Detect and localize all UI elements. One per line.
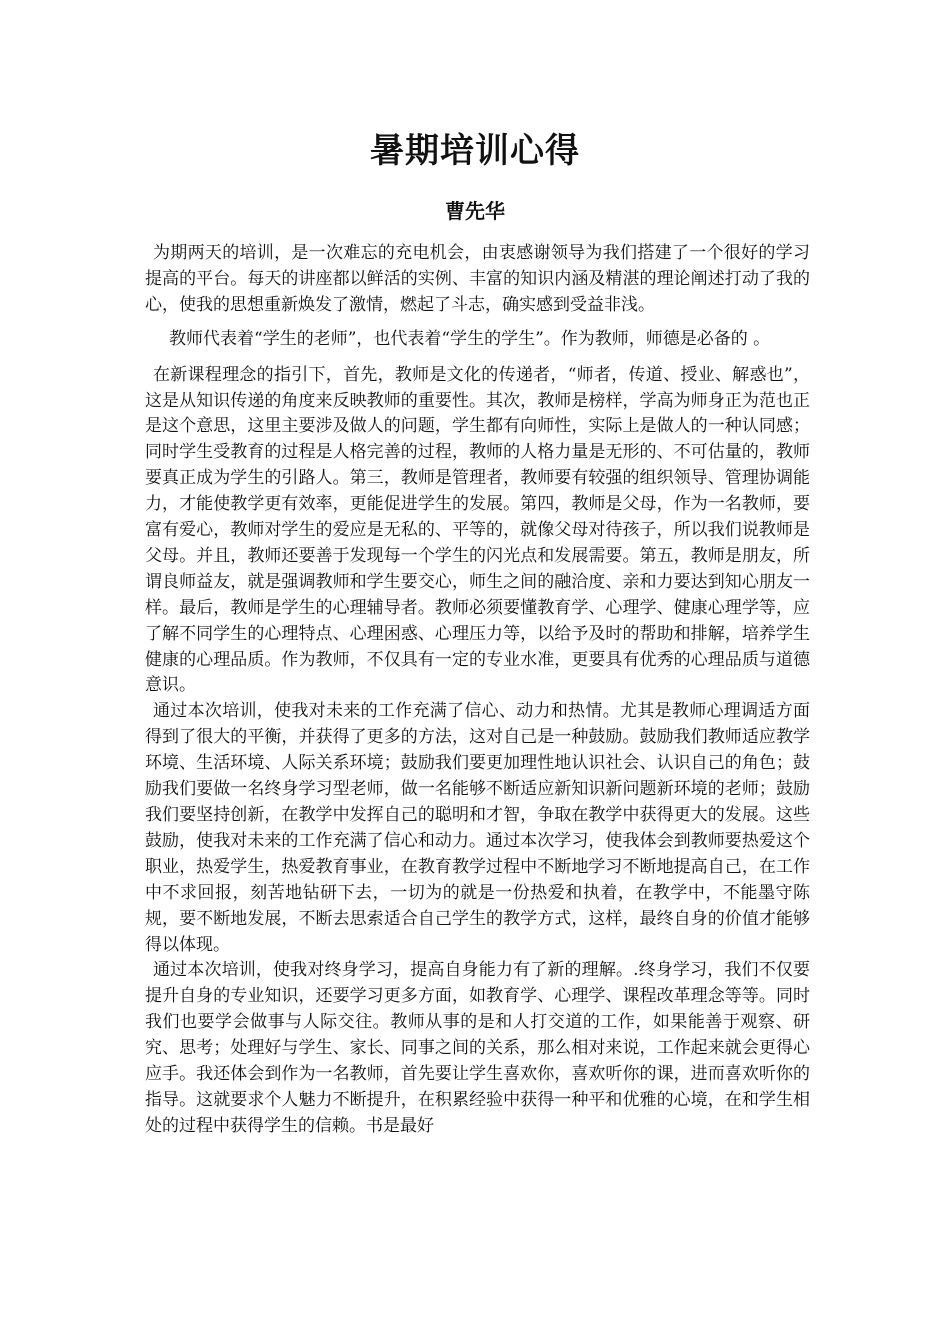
paragraph: 在新课程理念的指引下，首先，教师是文化的传递者，“师者，传道、授业、解惑也”，这是从知识传递的角度来反映教师的重要性。其次，教师是榜样，学高为师身正为范也正是这个意思，这里主要涉及做人的问题，学生都有向师性，实际上是做人的一种认同感；同时学生受教育的过程是人格完善的过程，教师的人格力量是无形的、不可估量的，教师要真正成为学生的引路人。第三，教师是管理者，教师要有较强的组织领导、管理协调能力，才能使教学更有效率，更能促进学生的发展。第四，教师是父母，作为一名教师，要富有爱心，教师对学生的爱应是无私的、平等的，就像父母对待孩子，所以我们说教师是父母。并且，教师还要善于发现每一个学生的闪光点和发展需要。第五，教师是朋友，所谓良师益友，就是强调教师和学生要交心，师生之间的融洽度、亲和力要达到知心朋友一样。最后，教师是学生的心理辅导者。教师必须要懂教育学、心理学、健康心理学等，应了解不同学生的心理特点、心理困惑、心理压力等，以给予及时的帮助和排解，培养学生健康的心理品质。作为教师，不仅具有一定的专业水准，更要具有优秀的心理品质与道德意识。 [145,364,810,696]
paragraph: 通过本次培训，使我对终身学习，提高自身能力有了新的理解。.终身学习，我们不仅要提升自身的专业知识，还要学习更多方面，如教育学、心理学、课程改革理念等等。同时我们也要学会做事与人际交往。教师从事的是和人打交道的工作，如果能善于观察、研究、思考；处理好与学生、家长、同事之间的关系，那么相对来说，工作起来就会更得心应手。我还体会到作为一名教师，首先要让学生喜欢你，喜欢听你的课，进而喜欢听你的指导。这就要求个人魅力不断提升，在积累经验中获得一种平和优雅的心境，在和学生相处的过程中获得学生的信赖。书是最好 [145,960,810,1136]
paragraph: 通过本次培训，使我对未来的工作充满了信心、动力和热情。尤其是教师心理调适方面得到了很大的平衡，并获得了更多的方法，这对自己是一种鼓励。鼓励我们教师适应教学环境、生活环境、人际关系环境；鼓励我们要更加理性地认识社会、认识自己的角色；鼓励我们要做一名终身学习型老师，做一名能够不断适应新知识新问题新环境的老师；鼓励我们要坚持创新，在教学中发挥自己的聪明和才智，争取在教学中获得更大的发展。这些鼓励，使我对未来的工作充满了信心和动力。通过本次学习，使我体会到教师要热爱这个职业，热爱学生，热爱教育事业，在教育教学过程中不断地学习不断地提高自己，在工作中不求回报，刻苦地钻研下去，一切为的就是一份热爱和执着，在教学中，不能墨守陈规，要不断地发展，不断去思索适合自己学生的教学方式，这样，最终自身的价值才能够得以体现。 [145,701,810,955]
paragraph: 教师代表着“学生的老师”，也代表着“学生的学生”。作为教师，师德是必备的 。 [169,328,771,349]
document-title: 暑期培训心得 [370,131,580,171]
author-name: 曹先华 [445,199,505,223]
paragraph: 为期两天的培训，是一次难忘的充电机会，由衷感谢领导为我们搭建了一个很好的学习提高的平台。每天的讲座都以鲜活的实例、丰富的知识内涵及精湛的理论阐述打动了我的心，使我的思想重新焕发了激情，燃起了斗志，确实感到受益非浅。 [145,243,810,316]
document-body [145,240,810,1140]
